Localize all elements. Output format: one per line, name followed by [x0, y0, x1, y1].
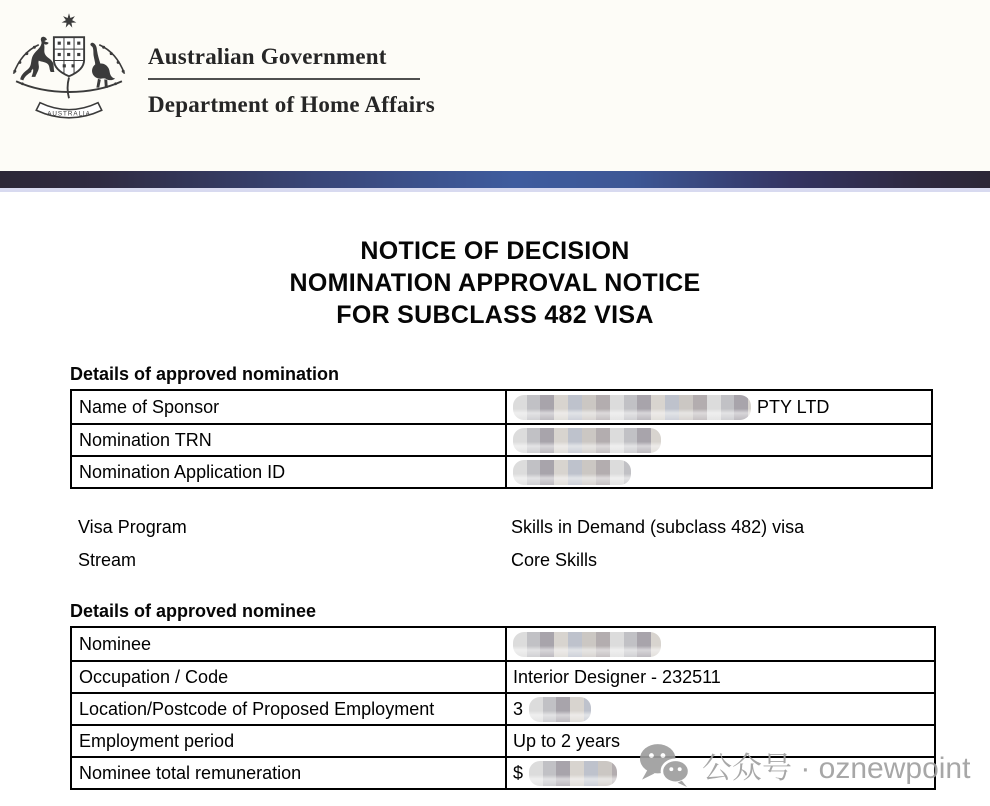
redacted-value [513, 632, 661, 657]
field-label: Name of Sponsor [72, 391, 507, 423]
table-row [72, 628, 934, 660]
nomination-table [70, 389, 933, 489]
commonwealth-star-icon [62, 13, 77, 27]
value-text: Interior Designer - 232511 [513, 666, 721, 687]
document-title [0, 235, 990, 331]
value-text: $ [513, 762, 524, 783]
info-row [70, 544, 936, 577]
value-text: Up to 2 years [513, 730, 621, 751]
field-value [507, 628, 934, 660]
redacted-value [513, 428, 661, 453]
field-label: Nominee total remuneration [72, 758, 507, 788]
australian-coat-of-arms-icon [6, 6, 132, 132]
field-value: Skills in Demand (subclass 482) visa [511, 517, 805, 537]
field-label: Visa Program [78, 517, 187, 537]
emu-leg-icon [96, 79, 100, 88]
field-label: Nominee [72, 628, 507, 660]
table-row [72, 391, 931, 423]
field-value [507, 662, 934, 692]
field-value [507, 457, 931, 487]
redacted-value [513, 460, 631, 485]
redacted-value [513, 395, 751, 420]
field-label: Location/Postcode of Proposed Employment [72, 694, 507, 724]
field-value: Core Skills [511, 550, 598, 570]
info-row [70, 511, 936, 544]
field-value [507, 425, 931, 455]
redacted-value [529, 761, 617, 786]
government-wordmark [148, 44, 435, 118]
header-divider-bar [0, 171, 990, 188]
department-title: Department of Home Affairs [148, 92, 435, 117]
title-line-3: FOR SUBCLASS 482 VISA [336, 301, 654, 329]
kangaroo-tail-icon [20, 69, 31, 81]
watermark [636, 742, 970, 788]
table-row [72, 423, 931, 455]
field-value [507, 391, 931, 423]
nomination-section-heading: Details of approved nomination [70, 364, 340, 384]
title-line-1: NOTICE OF DECISION [360, 237, 630, 265]
field-value [507, 694, 934, 724]
field-label: Occupation / Code [72, 662, 507, 692]
field-label: Stream [78, 550, 137, 570]
table-row [72, 660, 934, 692]
wordmark-divider [148, 78, 420, 80]
value-text: PTY LTD [757, 396, 830, 417]
header-divider-underline [0, 188, 990, 192]
wechat-icon [636, 742, 692, 788]
watermark-text: 公众号 · oznewpoint [702, 752, 971, 785]
shield-icon [54, 37, 84, 76]
nominee-section-heading: Details of approved nominee [70, 601, 317, 621]
australia-banner-text: AUSTRALIA [47, 110, 91, 118]
field-label: Nomination Application ID [72, 457, 507, 487]
field-label: Employment period [72, 726, 507, 756]
title-line-2: NOMINATION APPROVAL NOTICE [289, 269, 701, 297]
value-text: 3 [513, 698, 524, 719]
government-title: Australian Government [148, 44, 387, 69]
redacted-value [529, 697, 591, 722]
table-row [72, 692, 934, 724]
program-info [70, 511, 936, 577]
australia-banner-icon [36, 103, 102, 118]
field-label: Nomination TRN [72, 425, 507, 455]
table-row [72, 455, 931, 487]
